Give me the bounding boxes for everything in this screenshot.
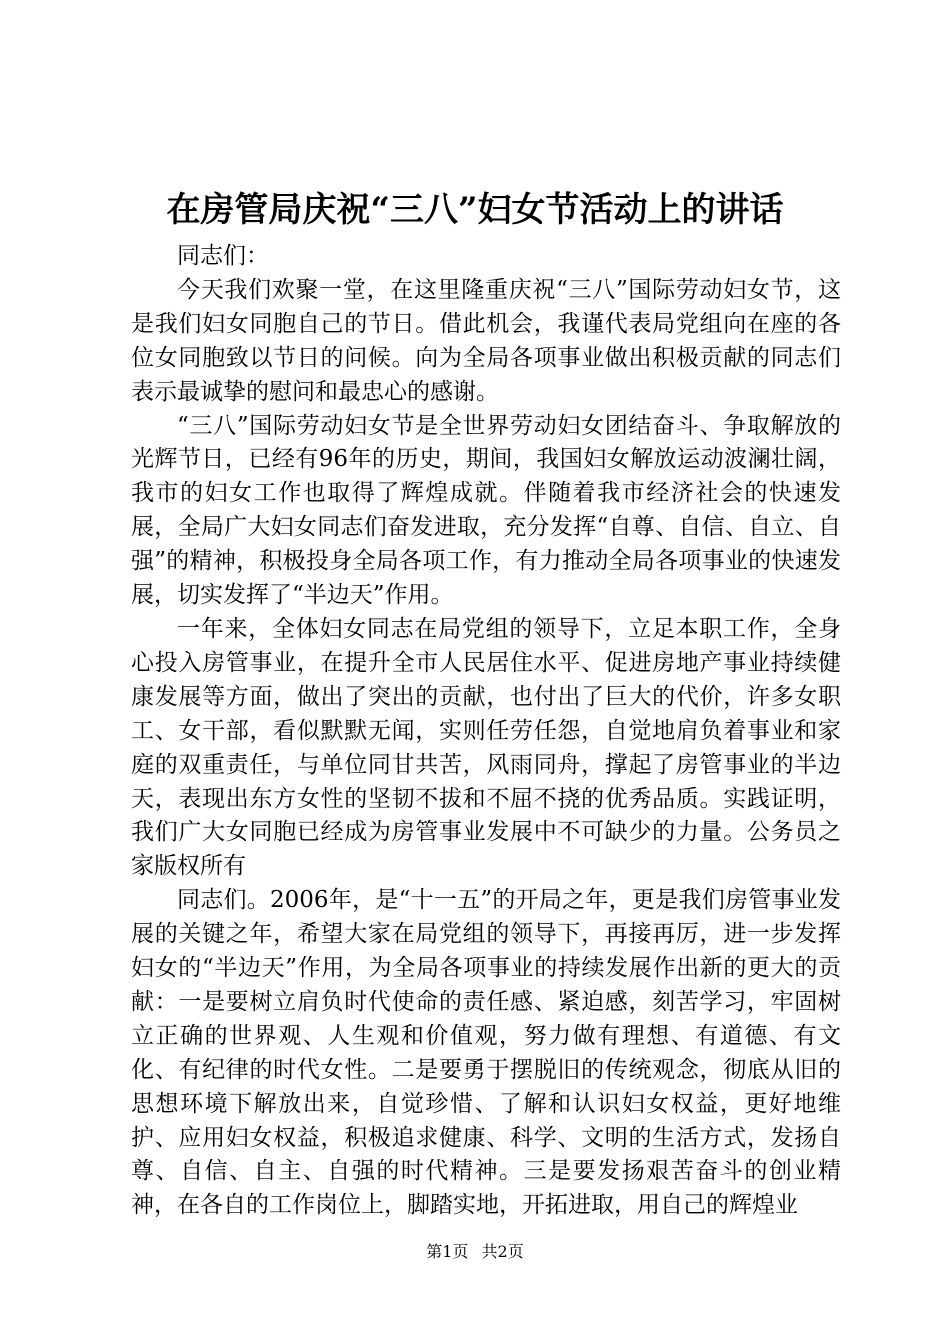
paragraph-3: 一年来，全体妇女同志在局党组的领导下，立足本职工作，全身心投入房管事业，在提升全市人民居住水平、促进房地产事业持续健康发展等方面，做出了突出的贡献，也付出了巨大的代价，许多女职工、女干部，看似默默无闻，实则任劳任怨，自觉地肩负着事业和家庭的双重责任，与单位同甘共苦，风雨同舟，撑起了房管事业的半边天，表现出东方女性的坚韧不拔和不屈不挠的优秀品质。实践证明，我们广大女同胞已经成为房管事业发展中不可缺少的力量。公务员之家版权所有 (131, 615, 841, 880)
page-number-total: 共2页 (481, 1242, 524, 1261)
page-number-current: 第1页 (426, 1242, 469, 1261)
document-body (131, 240, 841, 1223)
paragraph-4: 同志们。2006年，是“十一五”的开局之年，更是我们房管事业发展的关键之年，希望大家在局党组的领导下，再接再厉，进一步发挥妇女的“半边天”作用，为全局各项事业的持续发展作出新的更大的贡献：一是要树立肩负时代使命的责任感、紧迫感，刻苦学习，牢固树立正确的世界观、人生观和价值观，努力做有理想、有道德、有文化、有纪律的时代女性。二是要勇于摆脱旧的传统观念，彻底从旧的思想环境下解放出来，自觉珍惜、了解和认识妇女权益，更好地维护、应用妇女权益，积极追求健康、科学、文明的生活方式，发扬自尊、自信、自主、自强的时代精神。三是要发扬艰苦奋斗的创业精神，在各自的工作岗位上，脚踏实地，开拓进取，用自己的辉煌业 (131, 887, 841, 1219)
salutation: 同志们： (177, 243, 269, 269)
page-footer (0, 1240, 950, 1264)
paragraph-2: “三八”国际劳动妇女节是全世界劳动妇女团结奋斗、争取解放的光辉节日，已经有96年的历史，期间，我国妇女解放运动波澜壮阔，我市的妇女工作也取得了辉煌成就。伴随着我市经济社会的快速发展，全局广大妇女同志们奋发进取，充分发挥“自尊、自信、自立、自强”的精神，积极投身全局各项工作，有力推动全局各项事业的快速发展，切实发挥了“半边天”作用。 (131, 412, 841, 609)
document-title: 在房管局庆祝“三八”妇女节活动上的讲话 (166, 190, 784, 230)
paragraph-1: 今天我们欢聚一堂，在这里隆重庆祝“三八”国际劳动妇女节，这是我们妇女同胞自己的节日。借此机会，我谨代表局党组向在座的各位女同胞致以节日的问候。向为全局各项事业做出积极贡献的同志们表示最诚挚的慰问和最忠心的感谢。 (131, 276, 841, 405)
